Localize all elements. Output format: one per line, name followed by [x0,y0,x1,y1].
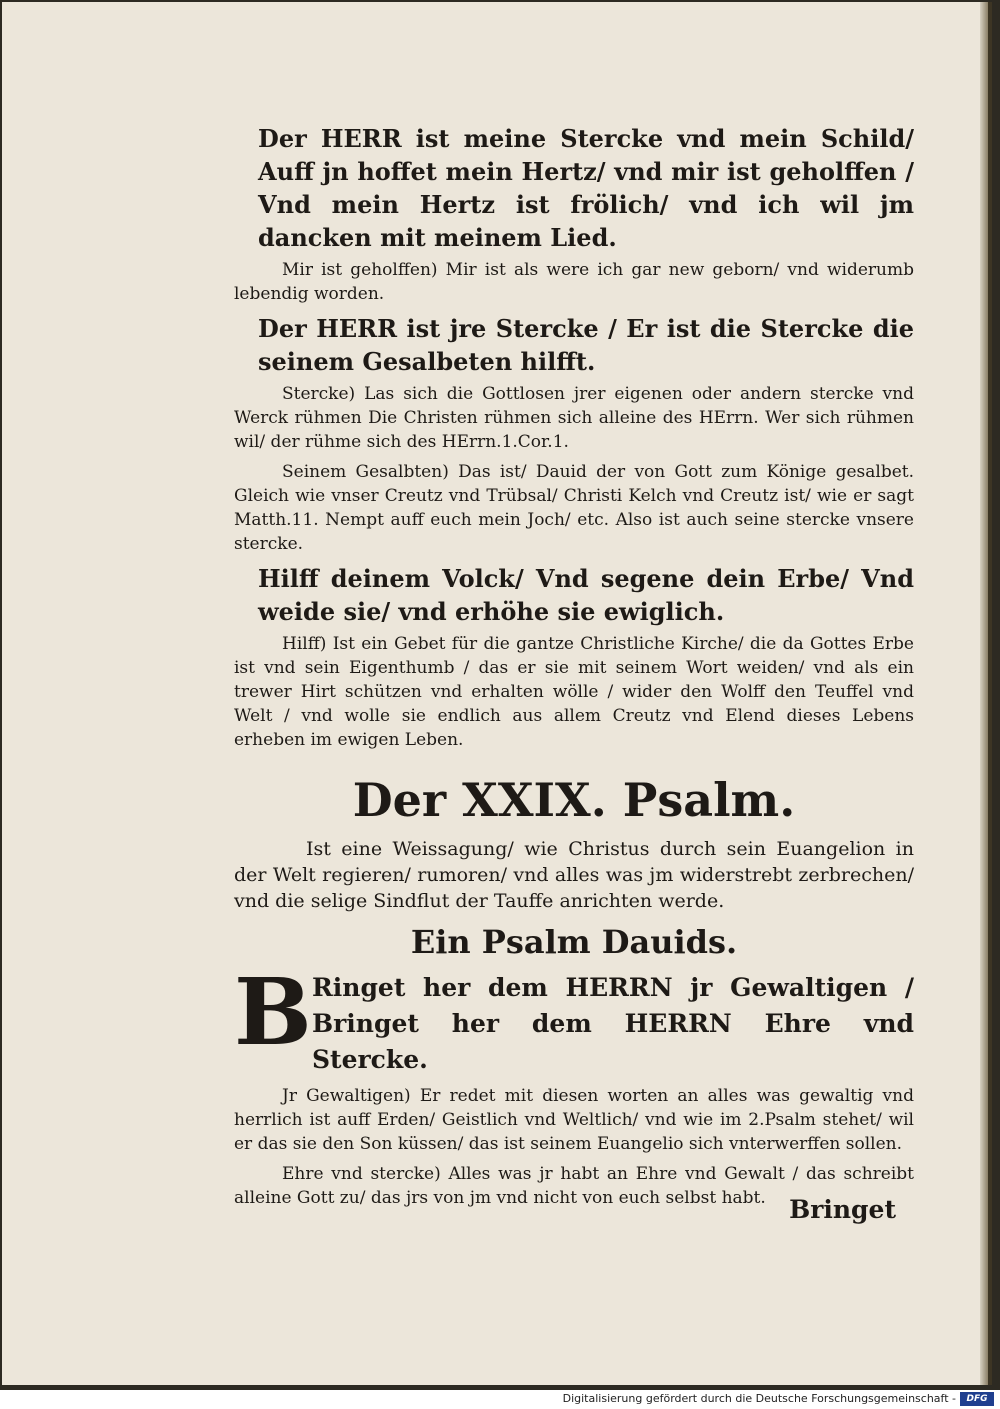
gloss-gewaltigen: Jr Gewaltigen) Er redet mit diesen worten an alles was gewaltig vnd herrlich ist auff Erden/ Geistlich vnd Weltlich/ vnd wie im 2.Psalm stehet/ wil er das sie den Son küssen/ das ist seinem Euangelio sich vnterwerffen sollen. [234,1086,914,1154]
catchword: Bringet [789,1195,896,1224]
gloss-gesalbten: Seinem Gesalbten) Das ist/ Dauid der von Gott zum Könige gesalbet. Gleich wie vnser Creutz vnd Trübsal/ Christi Kelch vnd Creutz ist/ wie er sagt Matth.11. Nempt auff euch mein Joch/ etc. Also ist auch seine stercke vnsere stercke. [234,462,914,554]
gloss-geholffen: Mir ist geholffen) Mir ist als were ich gar new geborn/ vnd widerumb lebendig worden. [234,260,914,304]
opening-verse: Ringet her dem HERRN jr Gewaltigen / Bringet her dem HERRN Ehre vnd Stercke. [312,973,914,1074]
page-text [234,122,914,1216]
footer-credit: Digitalisierung gefördert durch die Deutsche Forschungsgemeinschaft - [562,1392,956,1405]
decorated-initial: B [234,958,312,1066]
gloss-stercke: Stercke) Las sich die Gottlosen jrer eigenen oder andern stercke vnd Werck rühmen Die Christen rühmen sich alleine des HErrn. Wer sich rühmen wil/ der rühme sich des HErrn.1.Cor.1. [234,384,914,452]
psalm-summary: Ist eine Weissagung/ wie Christus durch sein Euangelion in der Welt regieren/ rumoren/ vnd alles was jm widerstrebt zerbrechen/ vnd die selige Sindflut der Tauffe anrichten werde. [234,838,914,912]
verse-7: Der HERR ist meine Stercke vnd mein Schild/ Auff jn hoffet mein Hertz/ vnd mir ist geholffen / Vnd mein Hertz ist frölich/ vnd ich wil jm dancken mit meinem Lied. [258,124,914,252]
dfg-logo-icon: DFG [960,1392,994,1406]
gloss-hilff: Hilff) Ist ein Gebet für die gantze Christliche Kirche/ die da Gottes Erbe ist vnd sein Eigenthumb / das er sie mit seinem Wort weiden/ vnd als ein trewer Hirt schützen vnd erhalten wölle / wider den Wolff den Teuffel vnd Welt / vnd wolle sie endlich aus allem Creutz vnd Elend dieses Lebens erheben im ewigen Leben. [234,634,914,750]
verse-8: Der HERR ist jre Stercke / Er ist die Stercke die seinem Gesalbeten hilfft. [258,314,914,376]
psalm-heading: Der XXIX. Psalm. [352,773,796,827]
book-page [2,2,992,1385]
opening-verse-block [234,958,914,1078]
gloss-ehre: Ehre vnd stercke) Alles was jr habt an Ehre vnd Gewalt / das schreibt alleine Gott zu/ das jrs von jm vnd nicht von euch selbst habt. [234,1164,914,1208]
psalm-subheading: Ein Psalm Dauids. [410,923,738,961]
verse-9: Hilff deinem Volck/ Vnd segene dein Erbe/ Vnd weide sie/ vnd erhöhe sie ewiglich. [258,564,914,626]
footer-bar [0,1390,1000,1409]
page-edge [980,2,988,1385]
